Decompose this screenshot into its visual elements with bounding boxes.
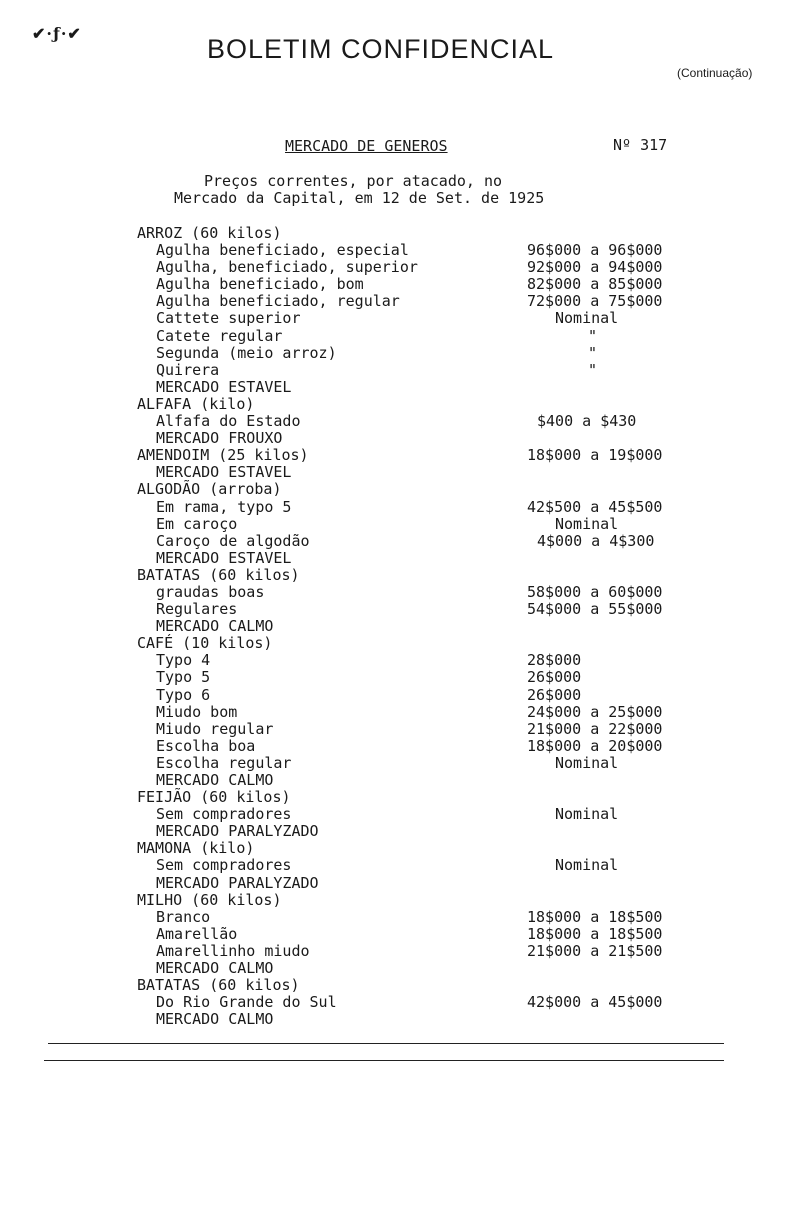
row-label: MERCADO CALMO [156,617,274,636]
row-price: 21$000 a 21$500 [527,941,663,960]
price-row [0,754,788,771]
commodity-heading [0,976,788,993]
commodity-heading [0,446,788,463]
price-row [0,942,788,959]
row-price: Nominal [555,309,619,328]
row-price: 54$000 a 55$000 [527,600,663,619]
row-price: " [588,360,598,379]
price-row [0,737,788,754]
row-label: MERCADO ESTAVEL [156,548,292,567]
row-label: CAFÉ (10 kilos) [137,634,273,653]
section-title: MERCADO DE GENEROS [285,137,448,155]
intro-line-2: Mercado da Capital, em 12 de Set. de 1925 [174,189,545,207]
price-row [0,344,788,361]
row-price: 18$000 a 18$500 [527,907,663,926]
row-price: Nominal [555,514,619,533]
price-row [0,241,788,258]
row-label: MERCADO CALMO [156,1010,274,1029]
row-price: 18$000 a 18$500 [527,924,663,943]
row-label: BATATAS (60 kilos) [137,565,300,584]
commodity-heading [0,788,788,805]
row-price: Nominal [555,856,619,875]
row-label: Agulha, beneficiado, superior [156,258,418,277]
row-price: Nominal [555,753,619,772]
commodity-heading [0,634,788,651]
commodity-heading [0,480,788,497]
row-label: Sem compradores [156,856,292,875]
row-label: Amarellão [156,924,238,943]
commodity-heading [0,566,788,583]
market-status [0,549,788,566]
row-label: ALFAFA (kilo) [137,394,255,413]
row-label: Miudo bom [156,702,238,721]
row-price: 58$000 a 60$000 [527,582,663,601]
row-price: 96$000 a 96$000 [527,241,663,260]
market-status [0,874,788,891]
price-row [0,668,788,685]
row-label: MERCADO PARALYZADO [156,873,319,892]
price-row [0,583,788,600]
price-row [0,412,788,429]
row-price: 28$000 [527,651,582,670]
row-label: MERCADO CALMO [156,959,274,978]
market-status [0,1010,788,1027]
price-row [0,686,788,703]
row-price: 18$000 a 19$000 [527,446,663,465]
price-row [0,498,788,515]
row-label: Segunda (meio arroz) [156,343,337,362]
commodity-heading [0,224,788,241]
price-row [0,309,788,326]
row-label: Miudo regular [156,719,274,738]
price-row [0,532,788,549]
commodity-heading [0,891,788,908]
price-list [0,224,788,1027]
row-price: 24$000 a 25$000 [527,702,663,721]
row-label: ARROZ (60 kilos) [137,224,282,242]
row-label: graudas boas [156,582,265,601]
price-row [0,720,788,737]
row-label: Amarellinho miudo [156,941,310,960]
row-price: 72$000 a 75$000 [527,292,663,311]
price-row [0,993,788,1010]
market-status [0,378,788,395]
price-row [0,856,788,873]
market-status [0,822,788,839]
market-status [0,429,788,446]
market-status [0,771,788,788]
intro-line-1: Preços correntes, por atacado, no [204,172,503,190]
commodity-heading [0,395,788,412]
row-label: MERCADO FROUXO [156,429,283,448]
row-label: Do Rio Grande do Sul [156,993,337,1012]
price-row [0,651,788,668]
row-label: Agulha beneficiado, regular [156,292,400,311]
price-row [0,925,788,942]
row-price: " [588,326,598,345]
row-label: Cattete superior [156,309,301,328]
row-label: Quirera [156,360,220,379]
row-price: 26$000 [527,685,582,704]
row-label: Agulha beneficiado, especial [156,241,409,260]
row-label: Catete regular [156,326,283,345]
row-label: Branco [156,907,211,926]
row-price: Nominal [555,805,619,824]
divider-line [48,1043,724,1044]
row-label: Regulares [156,600,238,619]
row-price: 4$000 a 4$300 [537,531,655,550]
price-row [0,515,788,532]
row-price: 18$000 a 20$000 [527,736,663,755]
market-status [0,617,788,634]
document-number: Nº 317 [613,136,668,154]
row-label: MAMONA (kilo) [137,839,255,858]
row-price: " [588,343,598,362]
row-label: MERCADO ESTAVEL [156,463,292,482]
row-label: MILHO (60 kilos) [137,890,282,909]
row-label: MERCADO ESTAVEL [156,377,292,396]
market-status [0,959,788,976]
continuation-note: (Continuação) [677,66,753,80]
bulletin-title: BOLETIM CONFIDENCIAL [207,34,555,64]
row-price: 42$500 a 45$500 [527,497,663,516]
market-status [0,463,788,480]
handwritten-mark: ✔·ƒ·✔ [32,24,82,43]
row-label: Sem compradores [156,805,292,824]
row-price: $400 a $430 [537,412,637,431]
row-label: Alfafa do Estado [156,412,301,431]
row-label: Caroço de algodão [156,531,310,550]
row-label: Em rama, typo 5 [156,497,292,516]
row-label: Typo 6 [156,685,211,704]
price-row [0,600,788,617]
price-row [0,805,788,822]
intro-paragraph [174,173,544,207]
row-label: ALGODÃO (arroba) [137,480,282,499]
row-label: AMENDOIM (25 kilos) [137,446,309,465]
price-row [0,275,788,292]
row-label: MERCADO CALMO [156,771,274,789]
row-price: 92$000 a 94$000 [527,258,663,277]
row-label: Escolha regular [156,753,292,772]
row-label: Typo 4 [156,651,211,670]
price-row [0,327,788,344]
row-price: 82$000 a 85$000 [527,275,663,294]
row-price: 42$000 a 45$000 [527,993,663,1012]
price-row [0,703,788,720]
price-row [0,361,788,378]
row-label: Typo 5 [156,668,211,687]
row-label: Em caroço [156,514,238,533]
row-label: Escolha boa [156,736,256,755]
divider-line [44,1060,724,1061]
row-label: MERCADO PARALYZADO [156,822,319,841]
price-row [0,258,788,275]
row-label: BATATAS (60 kilos) [137,976,300,995]
row-label: Agulha beneficiado, bom [156,275,364,294]
row-price: 21$000 a 22$000 [527,719,663,738]
price-row [0,292,788,309]
commodity-heading [0,839,788,856]
price-row [0,908,788,925]
row-price: 26$000 [527,668,582,687]
row-label: FEIJÃO (60 kilos) [137,788,291,807]
